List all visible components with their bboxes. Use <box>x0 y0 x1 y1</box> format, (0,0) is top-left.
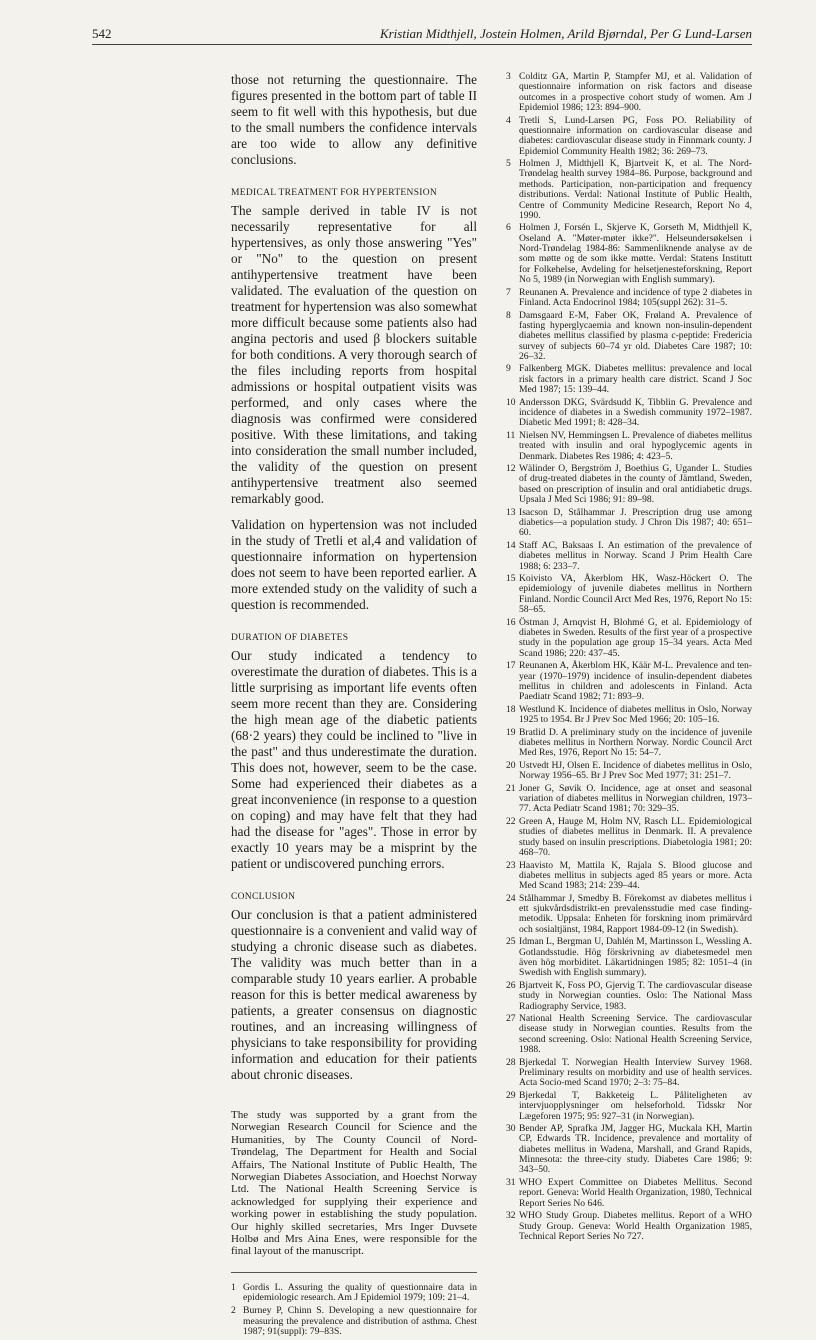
reference-text: Reunanen A. Prevalence and incidence of type 2 diabetes in Finland. Acta Endocrinol 1984; 105(suppl 262): 31–5. <box>519 286 752 308</box>
reference-text: Joner G, Søvik O. Incidence, age at onset and seasonal variation of diabetes mellitus in Norwegian children, 1973–77. Acta Pediatr Scand 1981; 70: 329–35. <box>519 782 752 815</box>
reference-number: 14 <box>506 539 516 551</box>
references-divider <box>231 1272 477 1273</box>
reference-text: Idman L, Bergman U, Dahlén M, Martinsson L, Wessling A. Gotlandsstudie. Hög förskrivning av diabetesmedel men även hög morbiditet. Läkartidningen 1985; 82: 1051–4 (in Swedish with English summary). <box>519 936 752 979</box>
reference-list-left <box>231 1283 477 1338</box>
reference-item <box>506 1178 752 1209</box>
section-heading-conclusion: CONCLUSION <box>231 892 296 902</box>
reference-text: Koivisto VA, Åkerblom HK, Wasz-Höckert O. The epidemiology of juvenile diabetes mellitus in Northern Finland. Nordic Council Arct Med Res, 1976, Report No 15: 58–65. <box>519 573 752 616</box>
reference-text: National Health Screening Service. The cardiovascular disease study in Norwegian counties. Results from the second screening. Oslo: National Health Screening Service, 1988. <box>519 1013 752 1056</box>
reference-number: 2 <box>231 1305 236 1317</box>
reference-number: 1 <box>231 1281 236 1293</box>
reference-text: Ustvedt HJ, Olsen E. Incidence of diabetes mellitus in Oslo, Norway 1956–65. Br J Prev Soc Med 1977; 31: 251–7. <box>519 759 752 782</box>
running-authors: Kristian Midthjell, Jostein Holmen, Arild Bjørndal, Per G Lund-Larsen <box>379 26 752 41</box>
reference-number: 15 <box>506 573 516 585</box>
reference-number: 12 <box>506 463 516 475</box>
reference-item <box>506 618 752 659</box>
reference-number: 31 <box>506 1176 516 1188</box>
reference-number: 25 <box>506 936 516 948</box>
reference-text: Burney P, Chinn S. Developing a new questionnaire for measuring the prevalence and distribution of asthma. Chest 1987; 91(suppl): 79–83S. <box>243 1305 477 1338</box>
reference-number: 10 <box>506 396 516 408</box>
reference-number: 28 <box>506 1056 516 1068</box>
reference-text: Bjerkedal T. Norwegian Health Interview Survey 1968. Preliminary results on morbidity and use of health services. Acta Socio-med Scand 1970; 2–3: 75–84. <box>519 1056 752 1089</box>
acknowledgement-block <box>231 1109 477 1258</box>
reference-item <box>506 541 752 572</box>
body-paragraph: Our study indicated a tendency to overestimate the duration of diabetes. This is a little surprising as important life events often seem more recent than they are. Considering the high mean age of the diabetic patients (68·2 years) they could be inclined to "live in the past" and thus underestimate the duration. This does not, however, seem to be the case. Some had experienced their diabetes as a great inconvenience (in response to a question on coping) and may have felt that they had had the disease for "ages". Those in error by exactly 10 years may be a misprint by the patient or undiscovered punching errors. <box>231 648 477 871</box>
reference-number: 18 <box>506 703 516 715</box>
reference-text: Staff AC, Baksaas I. An estimation of the prevalence of diabetes mellitus in Norway. Scand J Prim Health Care 1988; 6: 233–7. <box>519 539 752 572</box>
reference-text: Andersson DKG, Svärdsudd K, Tibblin G. Prevalence and incidence of diabetes in a Swedish community 1972–1987. Diabetic Med 1991; 8: 428–34. <box>519 396 752 429</box>
reference-number: 11 <box>506 429 516 441</box>
reference-number: 3 <box>506 71 511 82</box>
section-heading-duration: DURATION OF DIABETES <box>231 633 349 643</box>
intro-paragraph: those not returning the questionnaire. The figures presented in the bottom part of table II seem to fit well with this hypothesis, but due to the small numbers the confidence intervals are too wide to allow any definitive conclusions. <box>231 72 477 167</box>
reference-number: 9 <box>506 363 511 375</box>
reference-text: Stålhammar J, Smedby B. Förekomst av diabetes mellitus i ett sjukvårdsdistrikt-en prevalensstudie med case finding-metodik. Uppsala: Enheten för forskning inom primärvård och sosialtjänst, 1984, Rapport 1984-09-12 (in Swedish). <box>519 892 752 935</box>
reference-text: Falkenberg MGK. Diabetes mellitus: prevalence and local risk factors in a primary health care district. Scand J Soc Med 1987; 15: 139–44. <box>519 363 752 396</box>
reference-text: Isacson D, Stålhammar J. Prescription drug use among diabetics—a population study. J Chron Dis 1987; 40: 651–60. <box>519 506 752 539</box>
reference-item <box>506 937 752 978</box>
reference-text: WHO Expert Committee on Diabetes Mellitus. Second report. Geneva: World Health Organization, 1980, Technical Report Series No 646. <box>519 1176 752 1209</box>
reference-item <box>506 431 752 462</box>
reference-text: Green A, Hauge M, Holm NV, Rasch LL. Epidemiological studies of diabetes mellitus in Denmark. II. A prevalence study based on insulin prescriptions. Diabetologia 1981; 20: 468–70. <box>519 815 752 858</box>
reference-item <box>506 1091 752 1122</box>
reference-item <box>506 311 752 363</box>
reference-number: 6 <box>506 222 511 234</box>
reference-text: Bender AP, Sprafka JM, Jagger HG, Muckala KH, Martin CP, Edwards TR. Incidence, prevalence and mortality of diabetes mellitus in Wadena, Marshall, and Grand Rapids, Minnesota: the three-city study. Diabetes Care 1986; 9: 343–50. <box>519 1123 752 1176</box>
reference-number: 24 <box>506 892 516 904</box>
reference-number: 5 <box>506 158 511 170</box>
reference-item <box>506 398 752 429</box>
reference-item <box>506 288 752 309</box>
right-column <box>506 72 752 1244</box>
reference-number: 17 <box>506 660 516 672</box>
reference-item <box>506 1058 752 1089</box>
reference-item <box>506 894 752 935</box>
body-paragraph: The sample derived in table IV is not necessarily representative for all hypertensives, as only those answering "Yes" or "No" to the question on present antihypertensive treatment have been validated. The evaluation of the question on treatment for hypertension was also somewhat more difficult because some patients also had angina pectoris and used β blockers suitable for both conditions. A very thorough search of the files including reports from hospital admissions or hospital outpatient visits was performed, and only cases where the diagnosis was confirmed were considered positive. With these limitations, and taking into consideration the small number included, the validity of the question on present antihypertensive treatment also seemed remarkably good. <box>231 203 477 506</box>
reference-item <box>506 1014 752 1055</box>
reference-item <box>506 728 752 759</box>
reference-number: 20 <box>506 759 516 771</box>
acknowledgement: The study was supported by a grant from the Norwegian Research Council for Science and the Humanities, by The County Council of Nord-Trøndelag, The Department for Health and Social Affairs, The National Institute of Public Health, The Norwegian Diabetes Association, and Hoechst Norway Ltd. The National Health Screening Service is acknowledged for supplying their experience and working power in establishing the study population. Our highly skilled secretaries, Mrs Inger Duvsete Holbø and Mrs Aina Enes, were responsible for the final layout of the manuscript. <box>231 1109 477 1258</box>
reference-number: 4 <box>506 114 511 126</box>
reference-number: 23 <box>506 859 516 871</box>
reference-text: WHO Study Group. Diabetes mellitus. Report of a WHO Study Group. Geneva: World Health Organization 1985, Technical Report Series No 727. <box>519 1210 752 1242</box>
running-header <box>92 26 752 46</box>
reference-number: 27 <box>506 1013 516 1025</box>
reference-text: Damsgaard E-M, Faber OK, Frøland A. Prevalence of fasting hyperglycaemia and known non-insulin-dependent diabetes mellitus classified by plasma c-peptide: Fredericia survey of subjects 60–74 yr old. Diabetes Care 1987; 10: 26–32. <box>519 309 752 362</box>
reference-number: 7 <box>506 286 511 298</box>
reference-number: 8 <box>506 309 511 321</box>
reference-item <box>506 817 752 858</box>
reference-text: Reunanen A, Åkerblom HK, Käär M-L. Prevalence and ten-year (1970–1979) incidence of insulin-dependent diabetes mellitus in children and adolescents in Finland. Acta Paediatr Scand 1982; 71: 893–9. <box>519 660 752 703</box>
section-heading-hypertension: MEDICAL TREATMENT FOR HYPERTENSION <box>231 188 438 198</box>
reference-number: 13 <box>506 506 516 518</box>
reference-number: 30 <box>506 1123 516 1135</box>
reference-number: 22 <box>506 815 516 827</box>
reference-item <box>231 1306 477 1338</box>
page-number: 542 <box>92 26 112 41</box>
reference-text: Holmen J, Midthjell K, Bjartveit K, et al. The Nord-Trøndelag health survey 1984–86. Purpose, background and methods. Participation, non-participation and frequency distributions. Verdal: National Institute of Public Health, Centre of Community Medicine Research, Report No 4, 1990. <box>519 158 752 221</box>
header-rule <box>92 44 752 45</box>
reference-number: 32 <box>506 1210 516 1222</box>
reference-number: 19 <box>506 726 516 738</box>
reference-text: Gordis L. Assuring the quality of questionnaire data in epidemiologic research. Am J Epidemiol 1979; 109: 21–4. <box>243 1281 477 1304</box>
reference-item <box>506 861 752 892</box>
reference-item <box>506 1124 752 1176</box>
left-column <box>231 72 477 1340</box>
reference-text: Holmen J, Forsén L, Skjerve K, Gorseth M, Midthjell K, Oseland A. "Møter-møter ikke?". Helseundersøkelsen i Nord-Trøndelag 1984-86: Sammenliknende analyse av de som møtte og de som ikke møtte. Verdal: Statens Institutt for Folkehelse, Avdeling for helsetjenesteforskning, Report No 5, 1989 (in Norwegian with English summary). <box>519 222 752 286</box>
reference-number: 16 <box>506 616 516 628</box>
reference-text: Nielsen NV, Hemmingsen L. Prevalence of diabetes mellitus treated with insulin and oral hypoglycemic agents in Denmark. Diabetes Res 1986; 4: 423–5. <box>519 429 752 462</box>
reference-item <box>506 574 752 615</box>
reference-item <box>506 464 752 505</box>
reference-list-right <box>506 72 752 1242</box>
reference-item <box>506 981 752 1012</box>
reference-text: Westlund K. Incidence of diabetes mellitus in Oslo, Norway 1925 to 1954. Br J Prev Soc Med 1966; 20: 105–16. <box>519 703 752 726</box>
reference-item <box>506 223 752 285</box>
reference-text: Bratlid D. A preliminary study on the incidence of juvenile diabetes mellitus in Northern Norway. Nordic Council Arct Med Res, 1976, Report No 15: 54–7. <box>519 726 752 759</box>
reference-text: Haavisto M, Mattila K, Rajala S. Blood glucose and diabetes mellitus in subjects aged 85 years or more. Acta Med Scand 1983; 214: 239–44. <box>519 859 752 892</box>
reference-text: Wälinder O, Bergström J, Boethius G, Ugander L. Studies of drug-treated diabetes in the county of Jämtland, Sweden, based on prescription of insulin and oral antidiabetic drugs. Upsala J Med Sci 1986; 91: 89–98. <box>519 463 752 506</box>
reference-item <box>506 761 752 782</box>
reference-text: Bjerkedal T, Bakketeig L. Påliteligheten av intervjuopplysninger om helseforhold. Tidsskr Nor Lægeforen 1975; 95: 927–31 (in Norwegian). <box>519 1089 752 1122</box>
body-paragraph: Validation on hypertension was not included in the study of Tretli et al,4 and validation of questionnaire information on hypertension does not seem to have been reported earlier. A more extended study on the validity of such a question is recommended. <box>231 517 477 612</box>
reference-item <box>506 72 752 113</box>
reference-text: Östman J, Arnqvist H, Blohmé G, et al. Epidemiology of diabetes in Sweden. Results of the first year of a prospective study in the population age group 15–34 years. Acta Med Scand 1986; 220: 437–45. <box>519 616 752 659</box>
reference-text: Tretli S, Lund-Larsen PG, Foss PO. Reliability of questionnaire information on cardiovascular disease and diabetes: cardiovascular disease study in Finnmark county. J Epidemiol Community Health 1982; 36: 269–73. <box>519 114 752 157</box>
body-paragraph: Our conclusion is that a patient administered questionnaire is a convenient and valid way of studying a chronic disease such as diabetes. The validity was much better than in a comparable study 10 years earlier. A probable reason for this is better medical awareness by patients, a greater consensus on diagnostic routines, and an increasing willingness of physicians to take responsibility for providing information and education for their patients about chronic diseases. <box>231 907 477 1082</box>
reference-item <box>506 159 752 221</box>
reference-item <box>506 784 752 815</box>
reference-item <box>506 508 752 539</box>
reference-item <box>506 661 752 702</box>
reference-number: 26 <box>506 979 516 991</box>
reference-number: 21 <box>506 782 516 794</box>
reference-item <box>231 1283 477 1304</box>
reference-item <box>506 116 752 157</box>
reference-item <box>506 705 752 726</box>
reference-text: Bjartveit K, Foss PO, Gjervig T. The cardiovascular disease study in Norwegian counties. Oslo: The National Mass Radiography Service, 1983. <box>519 979 752 1012</box>
reference-item <box>506 364 752 395</box>
reference-number: 29 <box>506 1089 516 1101</box>
reference-item <box>506 1211 752 1242</box>
reference-text: Colditz GA, Martin P, Stampfer MJ, et al. Validation of questionnaire information on risk factors and disease outcomes in a prospective cohort study of women. Am J Epidemiol 1986; 123: 894–900. <box>519 71 752 114</box>
